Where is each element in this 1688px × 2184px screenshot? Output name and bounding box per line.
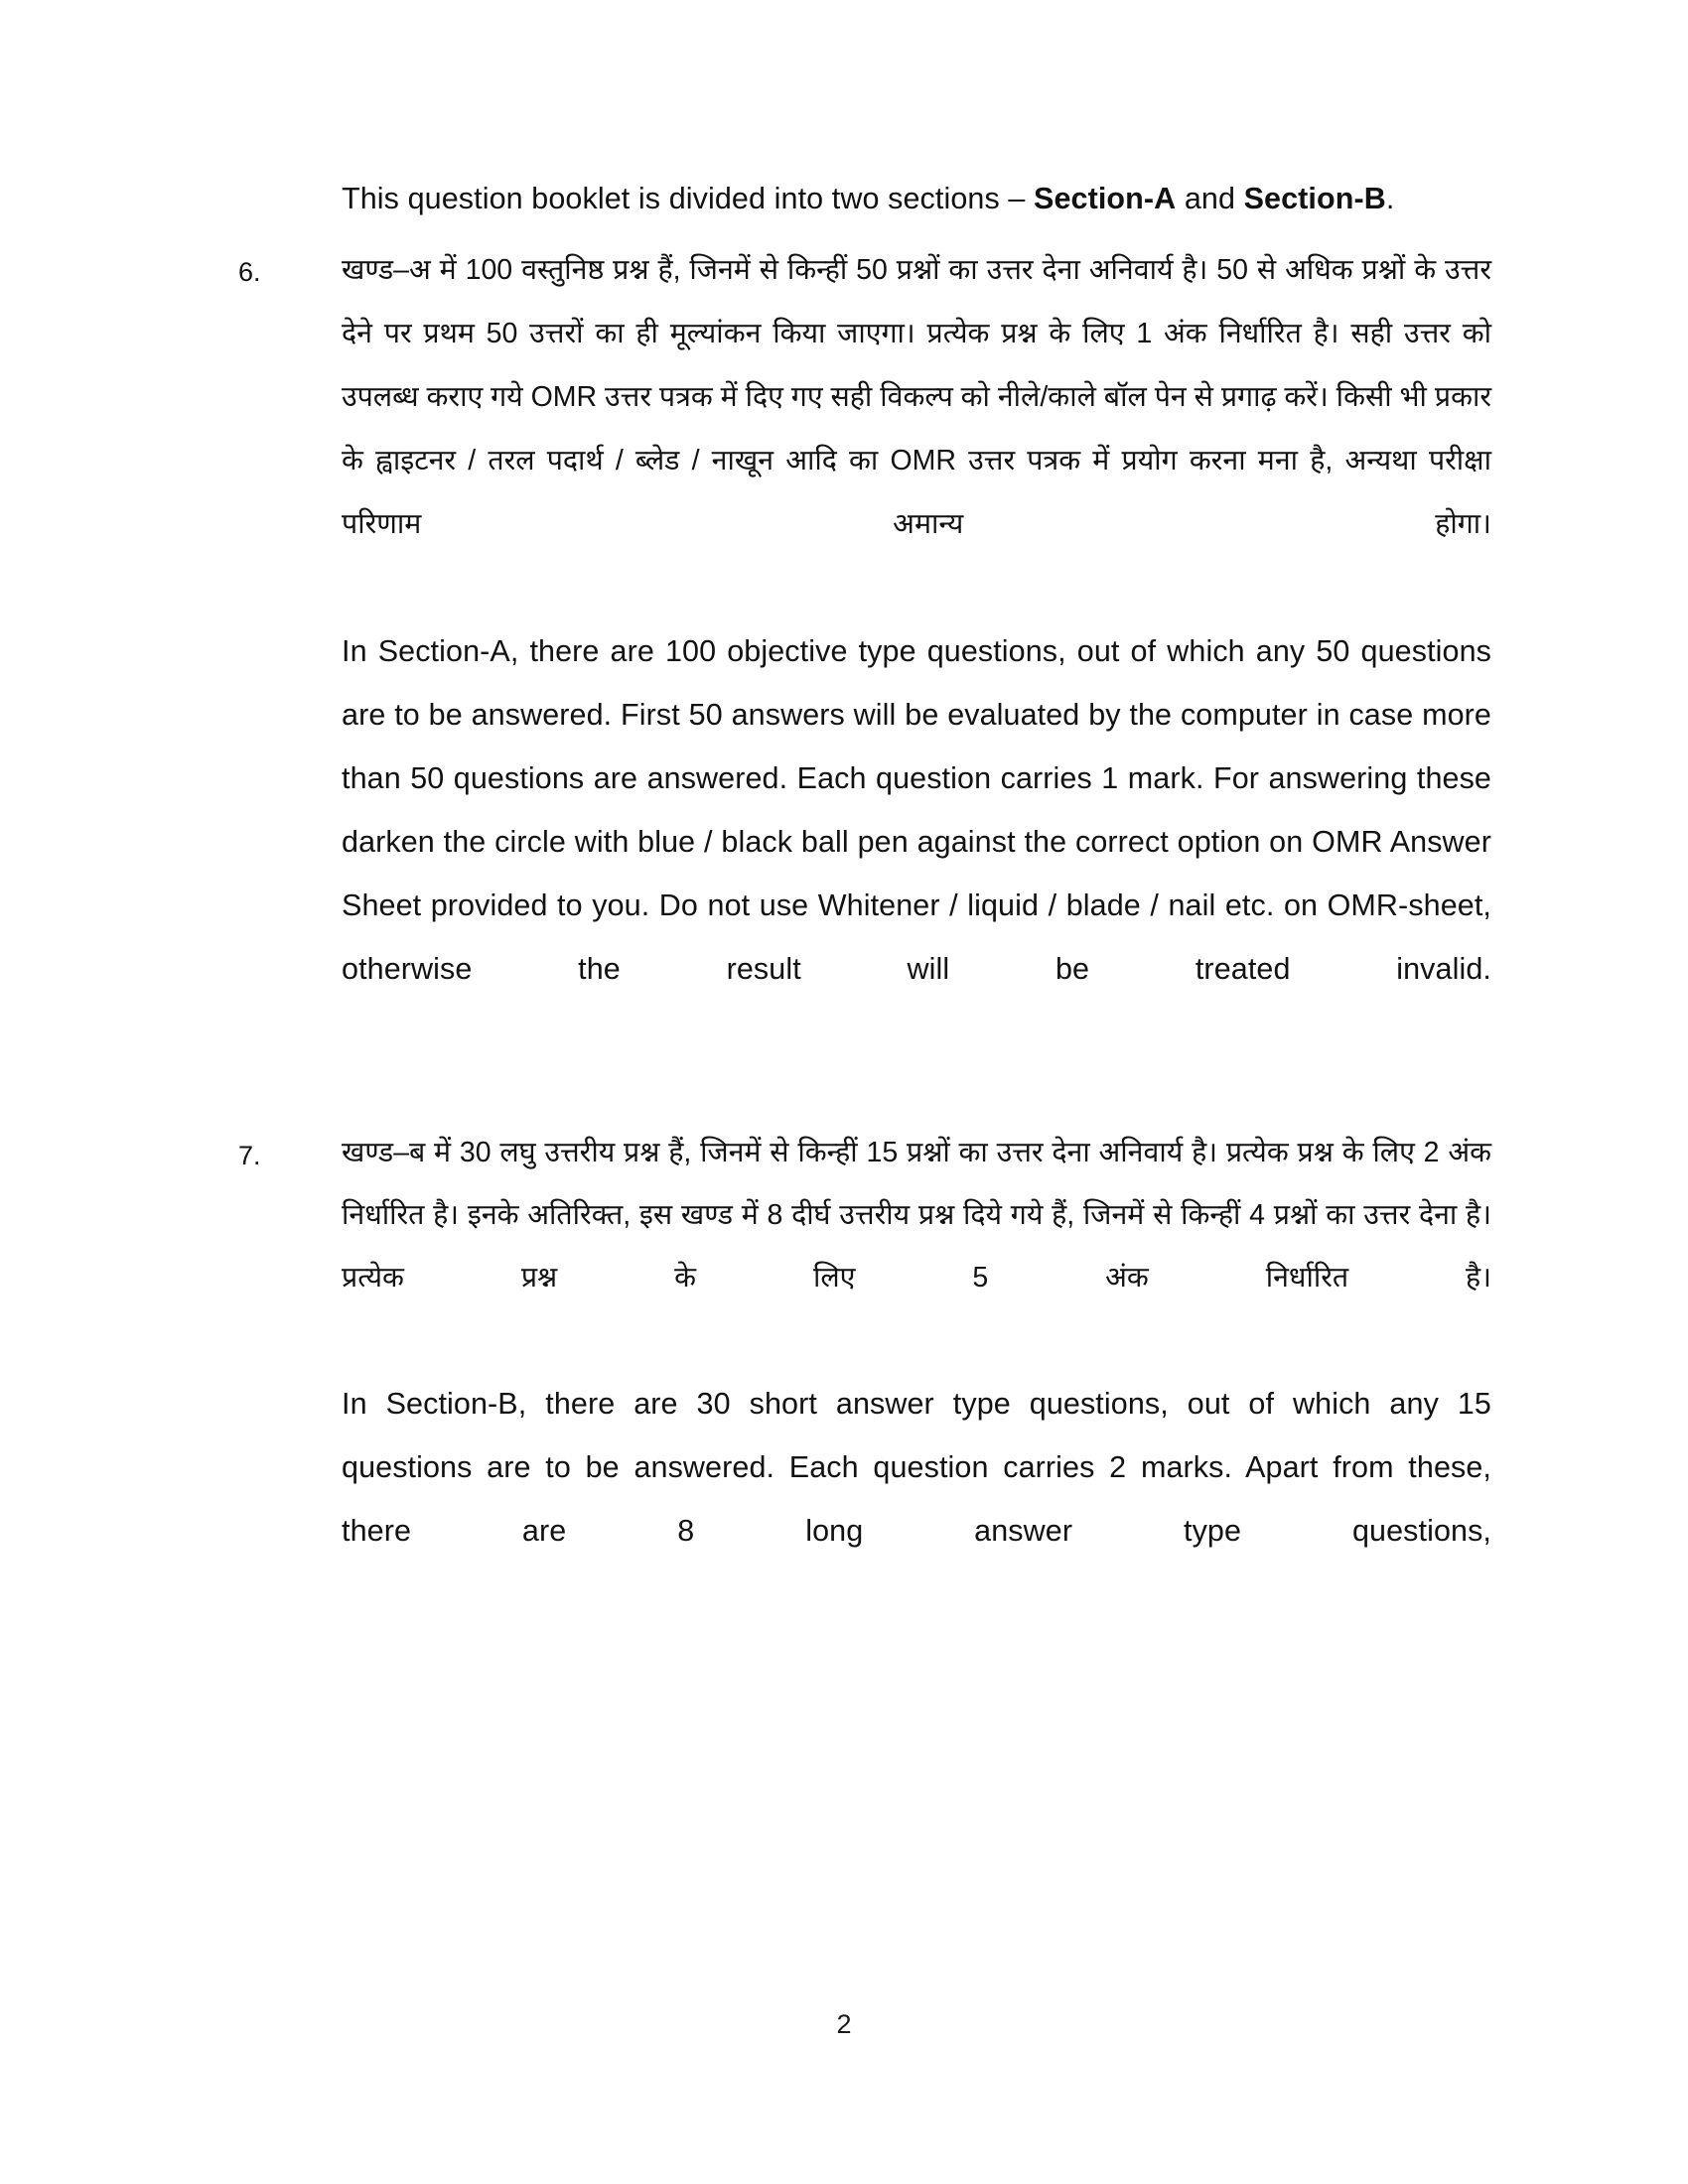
intro-text-after: .: [1385, 182, 1395, 215]
item-number-6: 6.: [238, 257, 261, 287]
spacer: [238, 1064, 1491, 1122]
intro-text-before: This question booklet is divided into two sections –: [342, 182, 1035, 215]
item-6-body: [342, 238, 1491, 1064]
item-7-body: [342, 1122, 1491, 1626]
item-number-7: 7.: [238, 1141, 261, 1170]
item-7-english-paragraph: In Section-B, there are 30 short answer type questions, out of which any 15 questions are to be answered. Each question carries 2 marks. Apart from these, there are 8 long answer type questions,: [342, 1387, 1491, 1548]
intro-paragraph: [342, 167, 1491, 230]
instruction-item-7: [238, 1122, 1491, 1626]
intro-text-middle: and: [1176, 182, 1244, 215]
instruction-item-6: [238, 238, 1491, 1064]
page-number: 2: [836, 2009, 852, 2039]
item-7-hindi-paragraph: खण्ड–ब में 30 लघु उत्तरीय प्रश्न हैं, जिनमें से किन्हीं 15 प्रश्नों का उत्तर देना अनिवार्य है। प्रत्येक प्रश्न के लिए 2 अंक निर्धारित है। इनके अतिरिक्त, इस खण्ड में 8 दीर्घ उत्तरीय प्रश्न दिये गये हैं, जिनमें से किन्हीं 4 प्रश्नों का उत्तर देना है। प्रत्येक प्रश्न के लिए 5 अंक निर्धारित है।: [342, 1137, 1491, 1294]
item-6-english-paragraph: In Section-A, there are 100 objective type questions, out of which any 50 questions are to be answered. First 50 answers will be evaluated by the computer in case more than 50 questions are answered. Each question carries 1 mark. For answering these darken the circle with blue / black ball pen against the correct option on OMR Answer Sheet provided to you. Do not use Whitener / liquid / blade / nail etc. on OMR-sheet, otherwise the result will be treated invalid.: [342, 634, 1491, 986]
page-content: [238, 167, 1491, 1626]
item-6-hindi-paragraph: खण्ड–अ में 100 वस्तुनिष्ठ प्रश्न हैं, जिनमें से किन्हीं 50 प्रश्नों का उत्तर देना अनिवार्य है। 50 से अधिक प्रश्नों के उत्तर देने पर प्रथम 50 उत्तरों का ही मूल्यांकन किया जाएगा। प्रत्येक प्रश्न के लिए 1 अंक निर्धारित है। सही उत्तर को उपलब्ध कराए गये OMR उत्तर पत्रक में दिए गए सही विकल्प को नीले/काले बॉल पेन से प्रगाढ़ करें। किसी भी प्रकार के ह्वाइटनर / तरल पदार्थ / ब्लेड / नाखून आदि का OMR उत्तर पत्रक में प्रयोग करना मना है, अन्यथा परीक्षा परिणाम अमान्य होगा।: [342, 254, 1491, 540]
section-a-label: Section-A: [1034, 182, 1177, 215]
section-b-label: Section-B: [1243, 182, 1386, 215]
spacer: [238, 230, 1491, 238]
